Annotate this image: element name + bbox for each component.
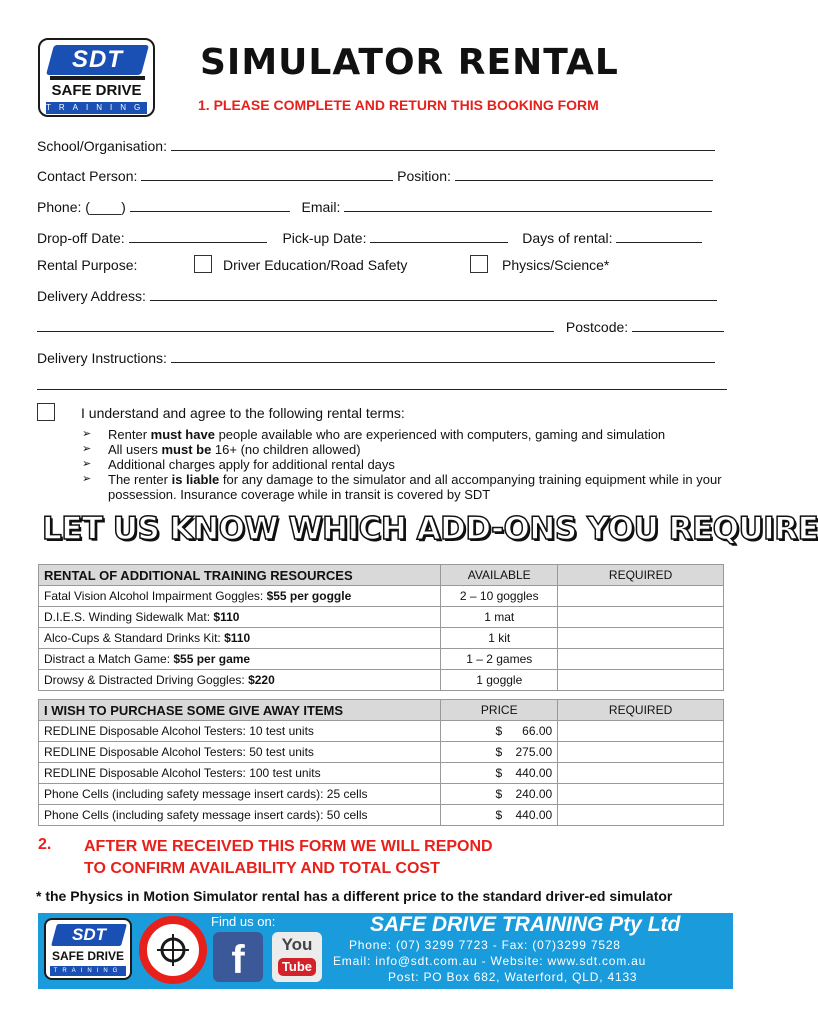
delivery-address-field[interactable]	[150, 289, 717, 301]
required-cell[interactable]	[558, 607, 724, 628]
delivery-instructions-label: Delivery Instructions:	[37, 350, 167, 366]
table-header: AVAILABLE	[441, 565, 558, 586]
phone-label: Phone: (____)	[37, 199, 126, 215]
postcode-field[interactable]	[632, 320, 724, 332]
item-name: Phone Cells (including safety message insert cards): 25 cells	[39, 784, 441, 805]
item-name: REDLINE Disposable Alcohol Testers: 10 test units	[39, 721, 441, 742]
term-item: ➢ Additional charges apply for additional rental days	[82, 457, 732, 472]
position-label: Position:	[397, 168, 451, 184]
required-cell[interactable]	[558, 805, 724, 826]
table-row	[39, 742, 724, 763]
email-label: Email:	[301, 199, 341, 215]
section-2-text: AFTER WE RECEIVED THIS FORM WE WILL REPOND TO CONFIRM AVAILABILITY AND TOTAL COST	[84, 838, 493, 877]
table-header: REQUIRED	[558, 700, 724, 721]
position-field[interactable]	[455, 169, 713, 181]
school-row	[37, 138, 715, 154]
item-name: Drowsy & Distracted Driving Goggles: $220	[39, 670, 441, 691]
delivery-instructions-field-2[interactable]	[37, 378, 727, 390]
table-header: I WISH TO PURCHASE SOME GIVE AWAY ITEMS	[39, 700, 441, 721]
item-price: $ 440.00	[441, 763, 558, 784]
facebook-icon[interactable]: f	[213, 932, 263, 982]
item-name: Distract a Match Game: $55 per game	[39, 649, 441, 670]
item-price: $ 66.00	[441, 721, 558, 742]
postcode-row	[37, 319, 724, 335]
contact-row	[37, 168, 713, 184]
days-field[interactable]	[616, 231, 702, 243]
logo-name: SAFE DRIVE	[51, 82, 142, 99]
driver-education-label: Driver Education/Road Safety	[223, 257, 408, 273]
days-label: Days of rental:	[522, 230, 613, 246]
school-field[interactable]	[171, 139, 715, 151]
agree-terms-checkbox[interactable]	[37, 403, 55, 421]
youtube-icon[interactable]: You Tube	[272, 932, 322, 982]
table-header: PRICE	[441, 700, 558, 721]
delivery-instructions-row	[37, 350, 715, 366]
driver-education-checkbox[interactable]	[194, 255, 212, 273]
contact-email-web: Email: info@sdt.com.au - Website: www.sdt.com.au	[333, 954, 647, 968]
delivery-instructions-field[interactable]	[171, 351, 715, 363]
item-available: 1 mat	[441, 607, 558, 628]
item-available: 1 goggle	[441, 670, 558, 691]
terms-list	[82, 427, 732, 502]
footnote: * the Physics in Motion Simulator rental has a different price to the standard driver-ed simulator	[36, 888, 673, 904]
table-header: RENTAL OF ADDITIONAL TRAINING RESOURCES	[39, 565, 441, 586]
page-title: SIMULATOR RENTAL	[200, 42, 619, 83]
contact-post: Post: PO Box 682, Waterford, QLD, 4133	[388, 970, 638, 984]
table-row	[39, 607, 724, 628]
item-available: 2 – 10 goggles	[441, 586, 558, 607]
term-item: ➢ Renter must have people available who are experienced with computers, gaming and simulation	[82, 427, 732, 442]
contact-phone: Phone: (07) 3299 7723 - Fax: (07)3299 7528	[349, 938, 621, 952]
pickup-field[interactable]	[370, 231, 508, 243]
item-price: $ 275.00	[441, 742, 558, 763]
rental-table	[38, 564, 724, 691]
table-row	[39, 784, 724, 805]
required-cell[interactable]	[558, 784, 724, 805]
contact-person-label: Contact Person:	[37, 168, 138, 184]
table-row	[39, 721, 724, 742]
item-available: 1 kit	[441, 628, 558, 649]
table-row	[39, 586, 724, 607]
required-cell[interactable]	[558, 670, 724, 691]
life-ring-icon	[139, 916, 207, 984]
required-cell[interactable]	[558, 649, 724, 670]
term-item: ➢ All users must be 16+ (no children allowed)	[82, 442, 732, 457]
item-available: 1 – 2 games	[441, 649, 558, 670]
table-header: REQUIRED	[558, 565, 724, 586]
delivery-address-row	[37, 288, 717, 304]
table-row	[39, 628, 724, 649]
table-row	[39, 805, 724, 826]
dropoff-field[interactable]	[129, 231, 267, 243]
dates-row	[37, 230, 702, 246]
company-name: SAFE DRIVE TRAINING Pty Ltd	[370, 913, 681, 936]
item-name: REDLINE Disposable Alcohol Testers: 50 test units	[39, 742, 441, 763]
delivery-address-label: Delivery Address:	[37, 288, 146, 304]
purpose-label: Rental Purpose:	[37, 257, 138, 273]
postcode-label: Postcode:	[565, 319, 629, 335]
item-price: $ 440.00	[441, 805, 558, 826]
table-header-row	[39, 565, 724, 586]
pickup-label: Pick-up Date:	[282, 230, 367, 246]
logo	[38, 38, 155, 117]
agree-terms-label: I understand and agree to the following rental terms:	[81, 405, 405, 421]
table-row	[39, 763, 724, 784]
table-row	[39, 649, 724, 670]
email-field[interactable]	[344, 200, 712, 212]
dropoff-label: Drop-off Date:	[37, 230, 125, 246]
phone-row	[37, 199, 712, 215]
table-row	[39, 670, 724, 691]
logo-tagline: TRAINING	[46, 103, 149, 112]
physics-science-label: Physics/Science*	[502, 257, 610, 273]
required-cell[interactable]	[558, 763, 724, 784]
item-name: REDLINE Disposable Alcohol Testers: 100 test units	[39, 763, 441, 784]
phone-field[interactable]	[130, 200, 290, 212]
section-2-number: 2.	[38, 836, 52, 853]
term-item: ➢ The renter is liable for any damage to the simulator and all accompanying training equipment while in your possession. Insurance coverage while in transit is covered by SDT	[82, 472, 732, 502]
item-price: $ 240.00	[441, 784, 558, 805]
school-label: School/Organisation:	[37, 138, 167, 154]
item-name: Fatal Vision Alcohol Impairment Goggles: $55 per goggle	[39, 586, 441, 607]
giveaway-table	[38, 699, 724, 826]
find-us-label: Find us on:	[211, 914, 276, 929]
footer-logo: SDT SAFE DRIVE TRAINING	[44, 918, 132, 980]
page-subtitle: 1. PLEASE COMPLETE AND RETURN THIS BOOKING FORM	[198, 97, 599, 113]
delivery-address-field-2[interactable]	[37, 320, 554, 332]
table-header-row	[39, 700, 724, 721]
required-cell[interactable]	[558, 721, 724, 742]
item-name: D.I.E.S. Winding Sidewalk Mat: $110	[39, 607, 441, 628]
item-name: Alco-Cups & Standard Drinks Kit: $110	[39, 628, 441, 649]
contact-person-field[interactable]	[141, 169, 393, 181]
item-name: Phone Cells (including safety message insert cards): 50 cells	[39, 805, 441, 826]
addons-banner: LET US KNOW WHICH ADD-ONS YOU REQUIRE	[42, 511, 818, 547]
required-cell[interactable]	[558, 742, 724, 763]
required-cell[interactable]	[558, 628, 724, 649]
physics-science-checkbox[interactable]	[470, 255, 488, 273]
required-cell[interactable]	[558, 586, 724, 607]
logo-mark: SDT	[72, 46, 123, 73]
